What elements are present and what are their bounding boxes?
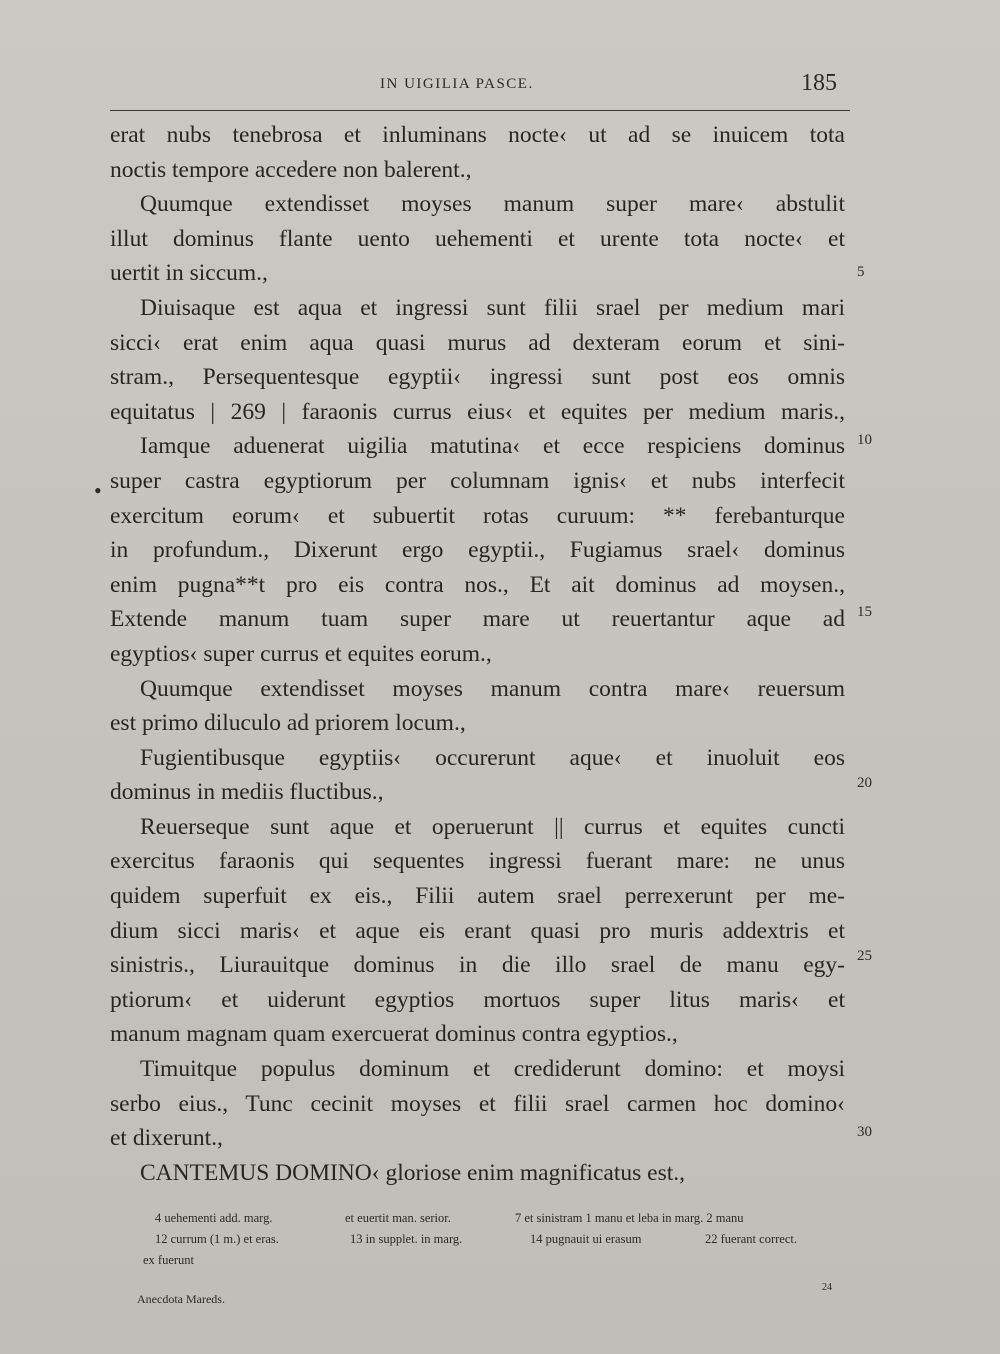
signature-mark: 24 (822, 1282, 832, 1293)
apparatus-note: 12 currum (1 m.) et eras. (155, 1232, 279, 1246)
text-line-28: Timuitque populus dominum et crediderunt domino: et moysi (140, 1056, 845, 1083)
apparatus-note: 22 fuerant correct. (705, 1232, 797, 1246)
apparatus-note: 14 pugnauit ui erasum (530, 1232, 642, 1246)
text-line-6: Diuisaque est aqua et ingressi sunt filii srael per medium mari (140, 294, 845, 321)
text-line-12: exercitum eorum‹ et subuertit rotas curuum: ** ferebanturque (110, 502, 845, 529)
apparatus-note: 7 et sinistram 1 manu et leba in marg. 2 manu (515, 1211, 744, 1225)
apparatus-row-2 (155, 1229, 835, 1250)
line-number-5: 5 (857, 264, 865, 280)
line-number-10: 10 (857, 432, 872, 448)
text-line-24: dium sicci maris‹ et aque eis erant quasi pro muris addextris et (110, 917, 845, 944)
text-line-9: equitatus | 269 | faraonis currus eius‹ et equites per medium maris., (110, 398, 845, 425)
text-line-20: dominus in mediis fluctibus., (110, 779, 384, 806)
header-rule (110, 110, 850, 111)
page-number: 185 (801, 70, 837, 96)
margin-dot: • (94, 478, 102, 503)
text-line-23: quidem superfuit ex eis., Filii autem srael perrexerunt per me- (110, 883, 845, 910)
text-line-3: Quumque extendisset moyses manum super mare‹ abstulit (140, 191, 845, 218)
line-number-30: 30 (857, 1124, 872, 1140)
line-number-25: 25 (857, 948, 872, 964)
running-head: IN UIGILIA PASCE. (380, 76, 534, 92)
text-line-13: in profundum., Dixerunt ergo egyptii., Fugiamus srael‹ dominus (110, 537, 845, 564)
text-line-27: manum magnam quam exercuerat dominus contra egyptios., (110, 1021, 678, 1048)
main-text (110, 118, 845, 1190)
text-line-31: CANTEMUS DOMINO‹ gloriose enim magnificatus est., (140, 1159, 685, 1186)
text-line-2: noctis tempore accedere non balerent., (110, 156, 472, 183)
text-line-5: uertit in siccum., (110, 260, 268, 287)
apparatus-note: 4 uehementi add. marg. (155, 1211, 273, 1225)
text-line-17: Quumque extendisset moyses manum contra mare‹ reuersum (140, 675, 845, 702)
text-line-21: Reuerseque sunt aque et operuerunt || currus et equites cuncti (140, 813, 845, 840)
line-number-15: 15 (857, 604, 872, 620)
text-line-26: ptiorum‹ et uiderunt egyptios mortuos super litus maris‹ et (110, 986, 845, 1013)
text-line-18: est primo diluculo ad priorem locum., (110, 710, 466, 737)
text-line-11: super castra egyptiorum per columnam ignis‹ et nubs interfecit (110, 467, 845, 494)
line-number-20: 20 (857, 775, 872, 791)
text-line-7: sicci‹ erat enim aqua quasi murus ad dexteram eorum et sini- (110, 329, 845, 356)
critical-apparatus (143, 1208, 835, 1271)
text-line-10: Iamque aduenerat uigilia matutina‹ et ecce respiciens dominus (140, 433, 845, 460)
text-line-1: erat nubs tenebrosa et inluminans nocte‹ ut ad se inuicem tota (110, 122, 845, 148)
apparatus-note: 13 in supplet. in marg. (350, 1232, 463, 1246)
text-line-30: et dixerunt., (110, 1125, 223, 1152)
text-line-16: egyptios‹ super currus et equites eorum., (110, 640, 492, 667)
text-line-25: sinistris., Liurauitque dominus in die illo srael de manu egy- (110, 952, 845, 979)
text-line-4: illut dominus flante uento uehementi et urente tota nocte‹ et (110, 225, 845, 252)
text-line-19: Fugientibusque egyptiis‹ occurerunt aque‹ et inuoluit eos (140, 744, 845, 771)
text-line-15: Extende manum tuam super mare ut reuertantur aque ad (110, 606, 845, 633)
apparatus-row-1 (155, 1208, 835, 1229)
apparatus-row-3 (143, 1250, 835, 1271)
apparatus-note: et euertit man. serior. (345, 1211, 451, 1225)
text-line-8: stram., Persequentesque egyptii‹ ingressi sunt post eos omnis (110, 364, 845, 391)
text-line-14: enim pugna**t pro eis contra nos., Et ait dominus ad moysen., (110, 571, 845, 598)
text-line-22: exercitus faraonis qui sequentes ingressi fuerant mare: ne unus (110, 848, 845, 875)
footer-title: Anecdota Mareds. (137, 1292, 225, 1306)
text-line-29: serbo eius., Tunc cecinit moyses et filii srael carmen hoc domino‹ (110, 1090, 845, 1117)
apparatus-note: ex fuerunt (143, 1253, 195, 1267)
